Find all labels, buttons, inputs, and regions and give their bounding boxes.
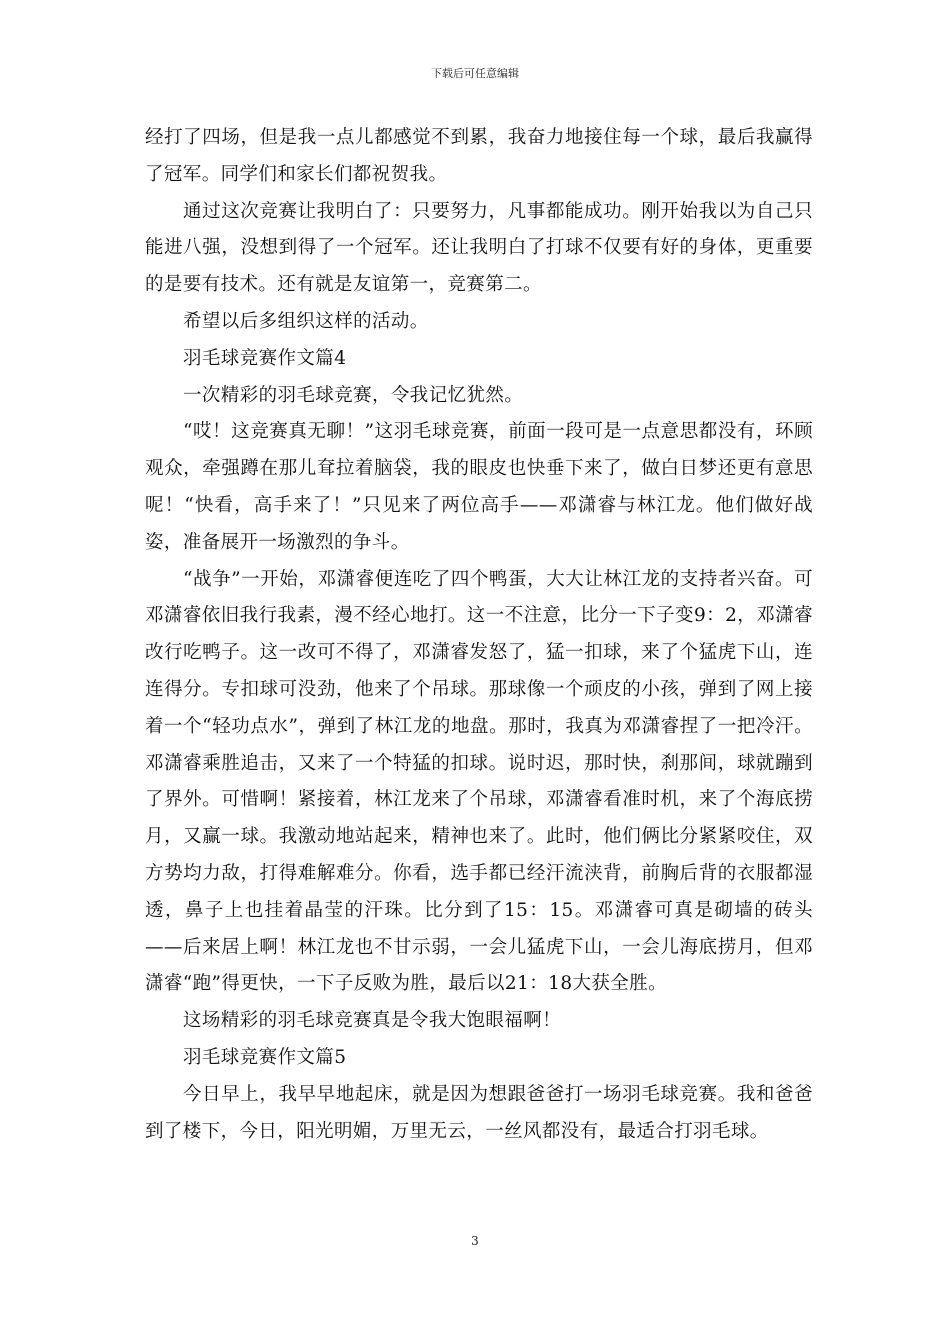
paragraph: 一次精彩的羽毛球竞赛，令我记忆犹然。	[183, 384, 524, 406]
paragraph: 希望以后多组织这样的活动。	[183, 310, 429, 332]
paragraph: 这场精彩的羽毛球竞赛真是令我大饱眼福啊！	[183, 1010, 562, 1032]
section-heading: 羽毛球竞赛作文篇5	[183, 1046, 347, 1068]
paragraph: 通过这次竞赛让我明白了：只要努力，凡事都能成功。刚开始我以为自己只能进八强，没想到得了一个冠军。还让我明白了打球不仅要有好的身体，更重要的是要有技术。还有就是友谊第一，竞赛第二。	[145, 200, 813, 296]
paragraph: 经打了四场，但是我一点儿都感觉不到累，我奋力地接住每一个球，最后我赢得了冠军。同学们和家长们都祝贺我。	[145, 127, 813, 185]
document-body	[145, 120, 813, 1150]
paragraph: “哎！这竞赛真无聊！”这羽毛球竞赛，前面一段可是一点意思都没有，环顾观众，牵强蹲在那儿耷拉着脑袋，我的眼皮也快垂下来了，做白日梦还更有意思呢！“快看，高手来了！”只见来了两位高手——邓潇睿与林江龙。他们做好战姿，准备展开一场激烈的争斗。	[145, 421, 813, 553]
page-header: 下载后可任意编辑	[431, 67, 519, 80]
section-heading: 羽毛球竞赛作文篇4	[183, 347, 347, 369]
paragraph: 今日早上，我早早地起床，就是因为想跟爸爸打一场羽毛球竞赛。我和爸爸到了楼下，今日，阳光明媚，万里无云，一丝风都没有，最适合打羽毛球。	[145, 1083, 813, 1142]
paragraph: “战争”一开始，邓潇睿便连吃了四个鸭蛋，大大让林江龙的支持者兴奋。可邓潇睿依旧我行我素，漫不经心地打。这一不注意，比分一下子变9：2，邓潇睿改行吃鸭子。这一改可不得了，邓潇睿发怒了，猛一扣球，来了个猛虎下山，连连得分。专扣球可没劲，他来了个吊球。那球像一个顽皮的小孩，弹到了网上接着一个“轻功点水”，弹到了林江龙的地盘。那时，我真为邓潇睿捏了一把冷汗。邓潇睿乘胜追击，又来了一个特猛的扣球。说时迟，那时快，刹那间，球就蹦到了界外。可惜啊！紧接着，林江龙来了个吊球，邓潇睿看准时机，来了个海底捞月，又赢一球。我激动地站起来，精神也来了。此时，他们俩比分紧紧咬住，双方势均力敌，打得难解难分。你看，选手都已经汗流浃背，前胸后背的衣服都湿透，鼻子上也挂着晶莹的汗珠。比分到了15：15。邓潇睿可真是砌墙的砖头——后来居上啊！林江龙也不甘示弱，一会儿猛虎下山，一会儿海底捞月，但邓潇睿“跑”得更快，一下子反败为胜，最后以21：18大获全胜。	[145, 568, 813, 995]
page-number: 3	[471, 1234, 479, 1248]
